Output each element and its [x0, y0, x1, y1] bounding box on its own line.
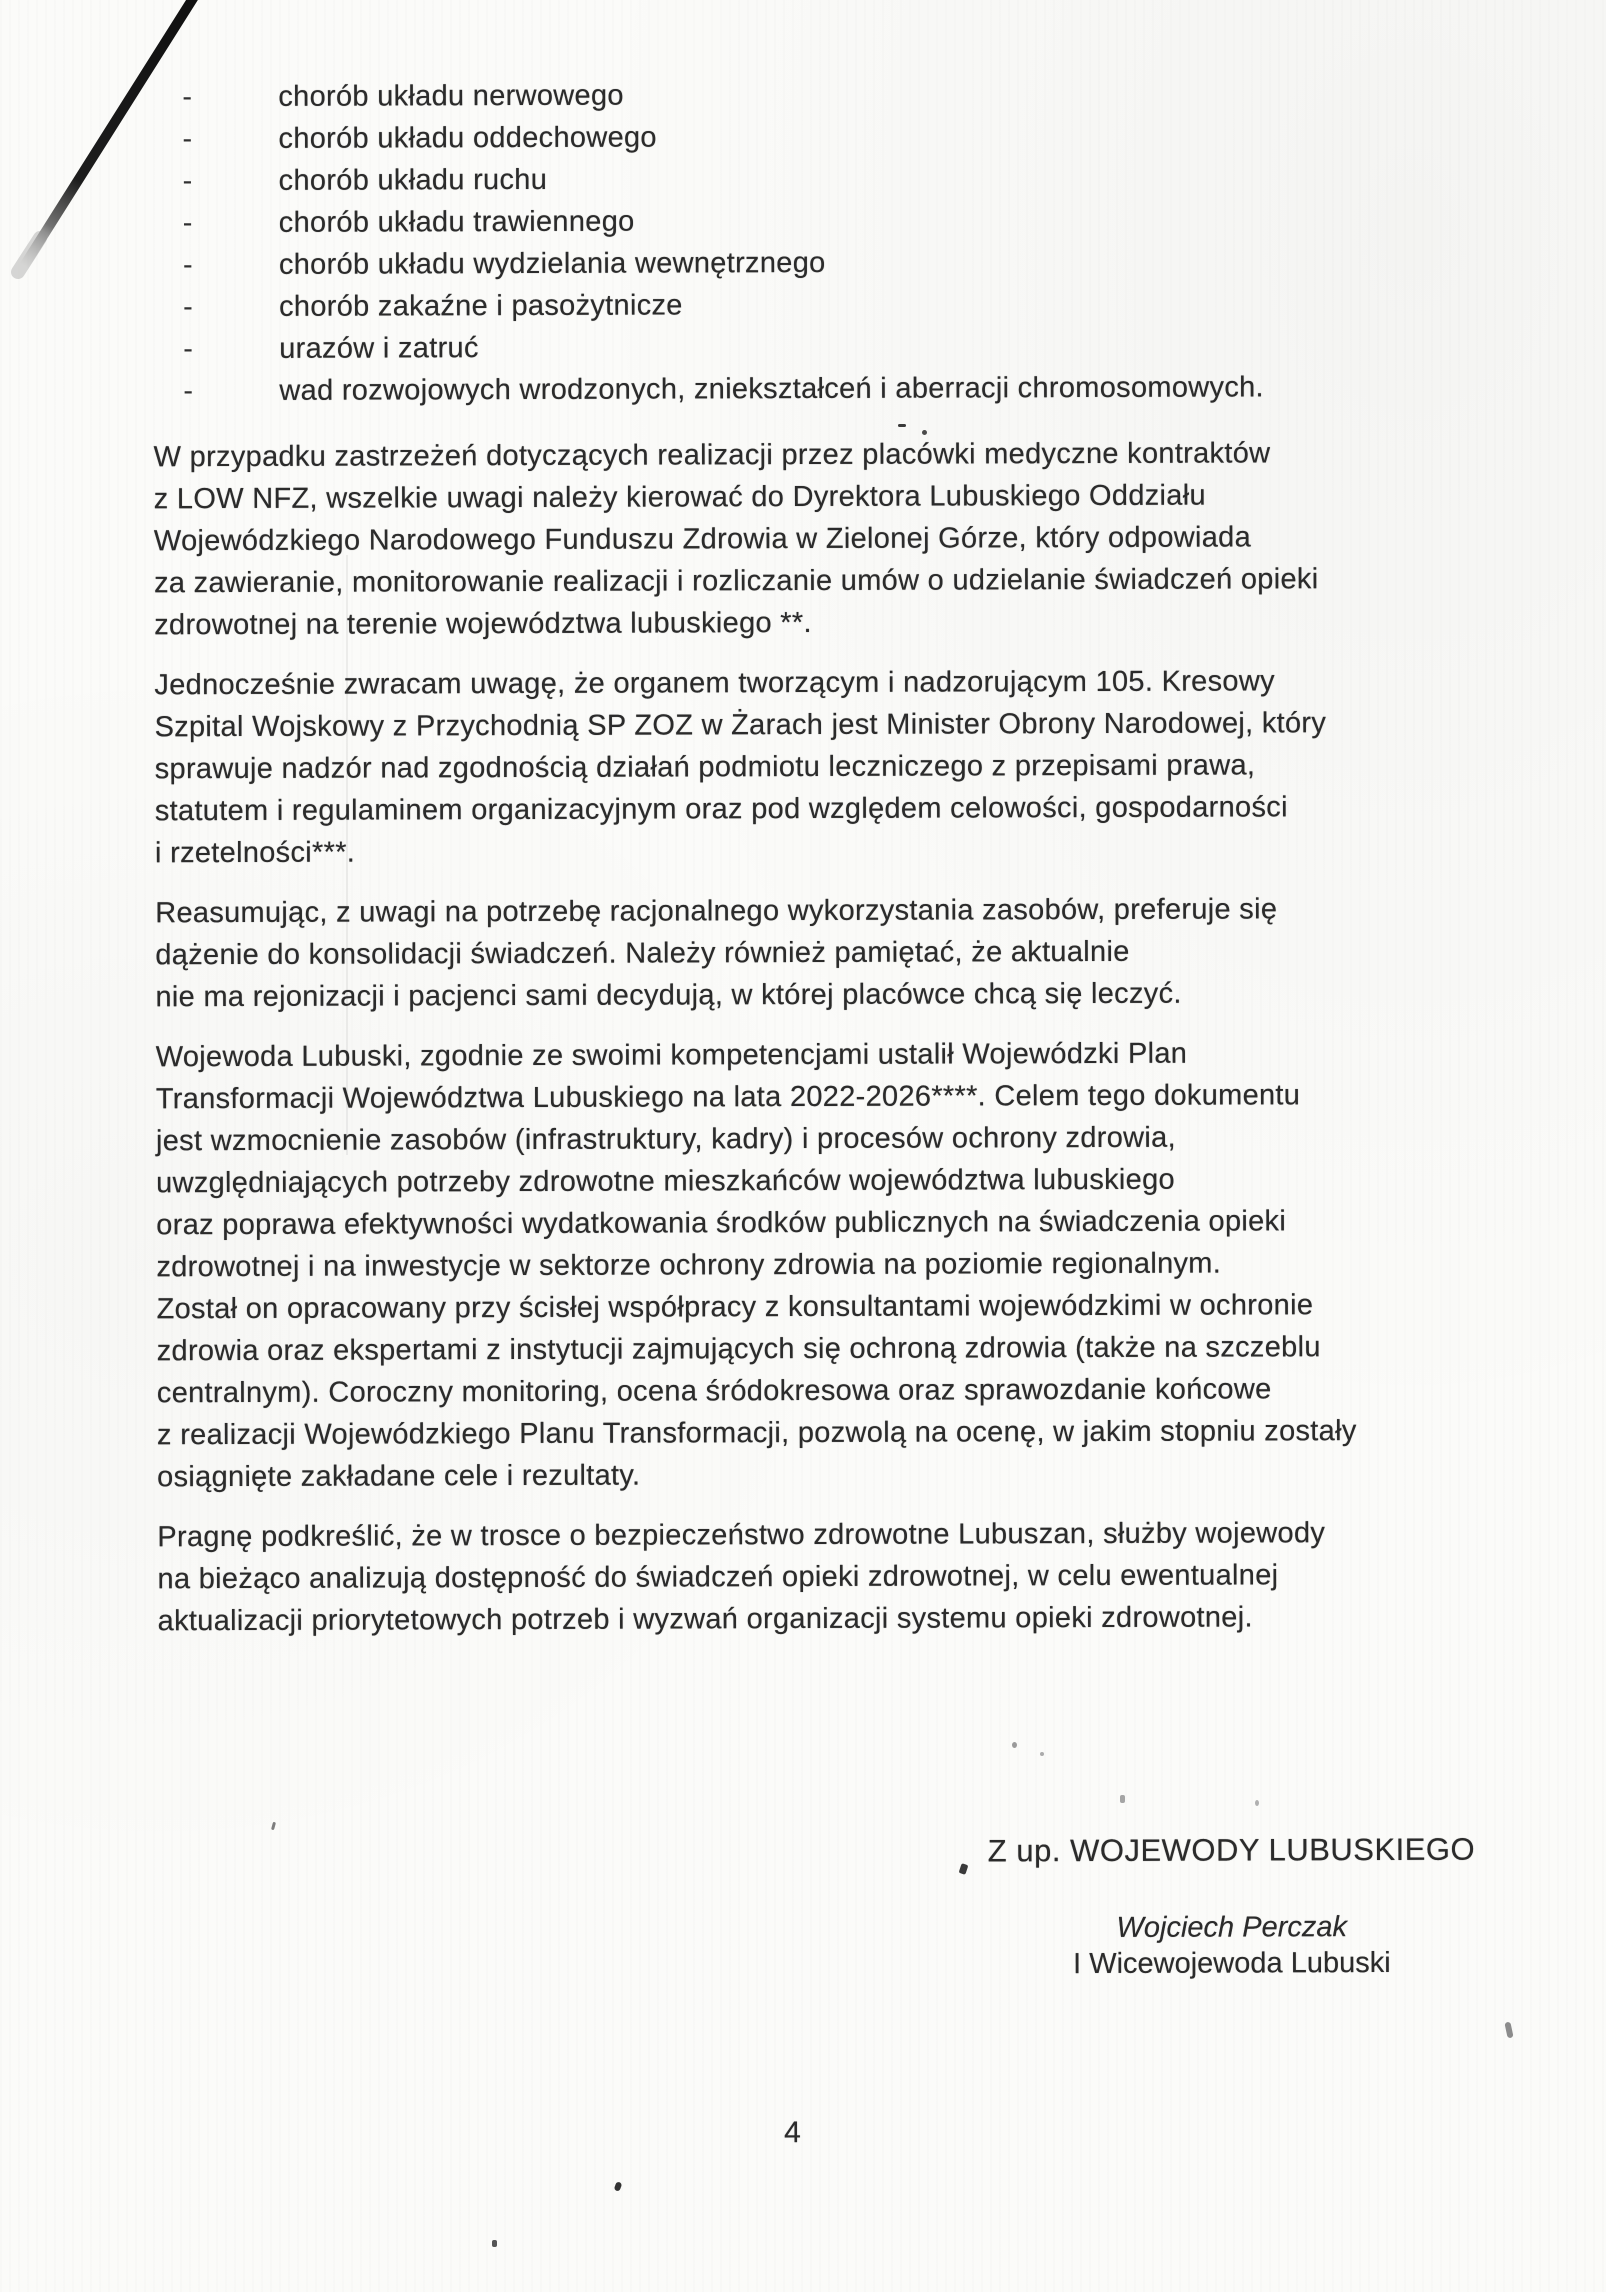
- paragraph-line: aktualizacji priorytetowych potrzeb i wyzwań organizacji systemu opieki zdrowotnej.: [157, 1601, 1253, 1638]
- list-item: [152, 114, 1263, 160]
- list-item-text: chorób zakaźne i pasożytnicze: [279, 289, 683, 323]
- paragraph-line: statutem i regulaminem organizacyjnym oraz pod względem celowości, gospodarności: [154, 791, 1288, 828]
- paragraph-line: Transformacji Województwa Lubuskiego na lata 2022-2026****. Celem tego dokumentu: [155, 1079, 1301, 1116]
- list-item: [152, 72, 1263, 118]
- paragraph: [154, 432, 1485, 647]
- paragraph-line: uwzględniających potrzeby zdrowotne mieszkańców województwa lubuskiego: [156, 1163, 1175, 1200]
- paragraph-line: dążenie do konsolidacji świadczeń. Należy również pamiętać, że aktualnie: [155, 935, 1130, 972]
- paragraph-line: nie ma rejonizacji i pacjenci sami decydują, w której placówce chcą się leczyć.: [155, 977, 1182, 1014]
- signatory-name: Wojciech Perczak: [1116, 1911, 1348, 1944]
- paragraph-line: z LOW NFZ, wszelkie uwagi należy kierować do Dyrektora Lubuskiego Oddziału: [153, 479, 1206, 516]
- paragraph-line: oraz poprawa efektywności wydatkowania środków publicznych na świadczenia opieki: [156, 1205, 1287, 1242]
- paragraph-line: zdrowotnej na terenie województwa lubuskiego **.: [154, 606, 812, 642]
- paragraph-line: sprawuje nadzór nad zgodnością działań podmiotu leczniczego z przepisami prawa,: [154, 749, 1256, 786]
- list-item: [153, 240, 1264, 286]
- list-item-text: chorób układu oddechowego: [278, 121, 657, 155]
- paragraphs: [154, 432, 1488, 1661]
- paragraph-line: Wojewódzkiego Narodowego Funduszu Zdrowia w Zielonej Górze, który odpowiada: [153, 521, 1252, 558]
- list-item-dash: -: [182, 165, 193, 198]
- signature-closing: Z up. WOJEWODY LUBUSKIEGO: [987, 1831, 1476, 1869]
- list-item: [153, 366, 1264, 412]
- paragraph-line: Pragnę podkreślić, że w trosce o bezpieczeństwo zdrowotne Lubuszan, służby wojewody: [157, 1517, 1326, 1554]
- paragraph-line: za zawieranie, monitorowanie realizacji i rozliczanie umów o udzielanie świadczeń opieki: [153, 563, 1319, 600]
- paragraph-line: z realizacji Wojewódzkiego Planu Transformacji, pozwolą na ocenę, w jakim stopniu zostały: [156, 1415, 1357, 1452]
- paragraph-line: Reasumując, z uwagi na potrzebę racjonalnego wykorzystania zasobów, preferuje się: [155, 893, 1278, 930]
- paragraph-line: zdrowia oraz ekspertami z instytucji zajmujących się ochroną zdrowia (także na szczeblu: [156, 1331, 1321, 1368]
- paragraph-line: zdrowotnej i na inwestycje w sektorze ochrony zdrowia na poziomie regionalnym.: [156, 1247, 1222, 1284]
- list-item-dash: -: [183, 291, 193, 324]
- list-item-text: chorób układu ruchu: [278, 163, 548, 197]
- list-item-dash: -: [183, 375, 194, 408]
- list-item-dash: -: [182, 81, 193, 114]
- paragraph-line: na bieżąco analizują dostępność do świadczeń opieki zdrowotnej, w celu ewentualnej: [157, 1559, 1279, 1596]
- paragraph: [155, 888, 1485, 1019]
- list-item: [153, 282, 1264, 328]
- paragraph-line: Szpital Wojskowy z Przychodnią SP ZOZ w Żarach jest Minister Obrony Narodowej, który: [154, 707, 1327, 744]
- list-item: [153, 198, 1264, 244]
- list-item-text: chorób układu trawiennego: [278, 205, 635, 239]
- list-item-dash: -: [182, 207, 193, 240]
- paragraph-line: W przypadku zastrzeżeń dotyczących realizacji przez placówki medyczne kontraktów: [153, 437, 1271, 474]
- paragraph-line: jest wzmocnienie zasobów (infrastruktury, kadry) i procesów ochrony zdrowia,: [155, 1121, 1176, 1158]
- list-item: [153, 324, 1264, 370]
- page-number: 4: [784, 2116, 801, 2150]
- paragraph: [157, 1512, 1487, 1643]
- list-item-text: chorób układu nerwowego: [278, 79, 624, 113]
- paragraph-line: Wojewoda Lubuski, zgodnie ze swoimi kompetencjami ustalił Wojewódzki Plan: [155, 1037, 1188, 1074]
- paragraph-line: centralnym). Coroczny monitoring, ocena śródokresowa oraz sprawozdanie końcowe: [156, 1373, 1272, 1410]
- list-item-text: chorób układu wydzielania wewnętrznego: [278, 246, 826, 281]
- paragraph: [154, 660, 1485, 875]
- list-item-dash: -: [182, 123, 193, 156]
- list-item-dash: -: [183, 333, 193, 366]
- list-item-text: urazów i zatruć: [279, 332, 479, 365]
- list-item-text: wad rozwojowych wrodzonych, zniekształceń i aberracji chromosomowych.: [279, 371, 1264, 407]
- signature-block: [856, 1830, 1606, 1983]
- list-item: [153, 156, 1264, 202]
- paragraph: [156, 1032, 1488, 1499]
- paragraph-line: Został on opracowany przy ścisłej współpracy z konsultantami wojewódzkimi w ochronie: [156, 1289, 1314, 1326]
- paragraph-line: osiągnięte zakładane cele i rezultaty.: [157, 1459, 641, 1494]
- list-item-dash: -: [182, 249, 193, 282]
- paragraph-line: Jednocześnie zwracam uwagę, że organem tworzącym i nadzorującym 105. Kresowy: [154, 665, 1275, 702]
- signatory-title: I Wicewojewoda Lubuski: [1073, 1946, 1391, 1981]
- bullet-list: [152, 72, 1264, 412]
- paragraph-line: i rzetelności***.: [154, 836, 356, 870]
